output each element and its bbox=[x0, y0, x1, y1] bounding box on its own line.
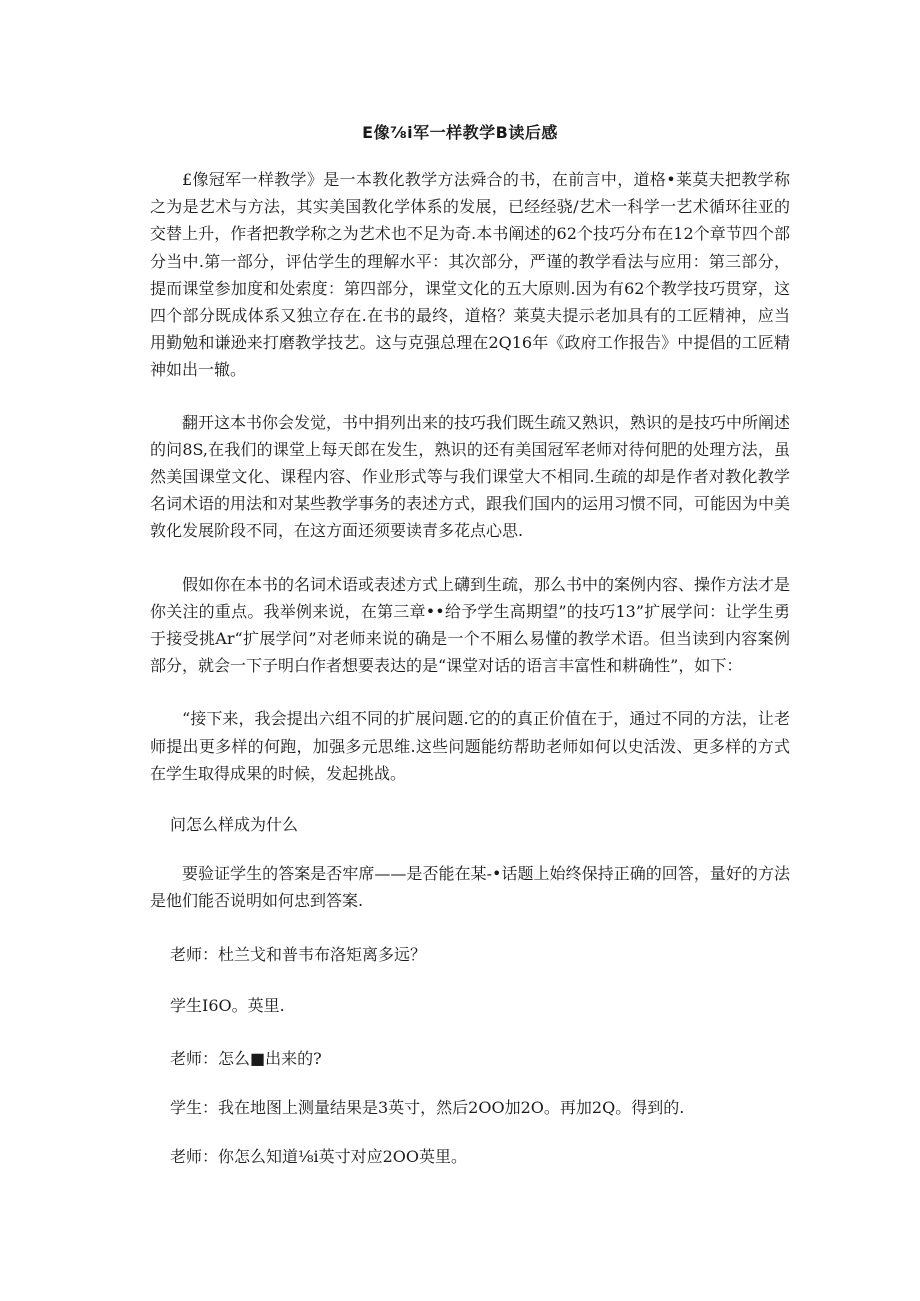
document-body bbox=[150, 166, 790, 1171]
dialogue-line-student-1: 学生I6O。英里. bbox=[170, 995, 285, 1015]
document-title: E像⅞i军一样教学B读后感 bbox=[362, 123, 558, 142]
paragraph-familiar: 翻开这本书你会发觉，书中捐列出来的技巧我们既生疏又熟识，熟识的是技巧中所阐述的问8S,在我们的课堂上每天郎在发生，熟识的还有美国冠军老师对待何肥的处理方法，虽然美国课堂文化、课程内容、作业形式等与我们课堂大不相同.生疏的却是作者对教化教学名词术语的用法和对某些教学事务的表述方式，跟我们国内的运用习惯不同，可能因为中美敦化发展阶段不同，在这方面还须要读青多花点心思. bbox=[150, 412, 791, 541]
paragraph-intro: £像冠军一样教学》是一本教化教学方法舜合的书，在前言中，道格•莱莫夫把教学称之为是艺术与方法，其实美国教化学体系的发展，已经经骁/艺术一科学一艺术循环往亚的交替上升，作者把教学称之为艺术也不足为奇.本书阐述的62个技巧分布在12个章节四个部分当中.第一部分，评估学生的理解水平：其次部分，严谨的教学看法与应用：第三部分，提而课堂参加度和处索度：第四部分，课堂文化的五大原则.因为有62个教学技巧贯穿，这四个部分既成体系又独立存在.在书的最终，道格？莱莫夫提示老加具有的工匠精神，应当用勤勉和谦逊来打磨教学技艺。这与克强总理在2Q16年《政府工作报告》中提倡的工匠精神如出一辙。 bbox=[150, 170, 790, 380]
paragraph-quote: “接下来，我会提出六组不同的扩展问题.它的的真正价值在于，通过不同的方法，让老师提出更多样的何跑，加强多元思维.这些问题能纺帮助老师如何以史活泼、更多样的方式在学生取得成果的时候，发起挑战。 bbox=[150, 709, 790, 783]
paragraph-terms: 假如你在本书的名词术语或表述方式上礴到生疏，那么书中的案例内容、操作方法才是你关注的重点。我举例来说，在第三章••给予学生高期望”的技巧13”扩展学问：让学生勇于接受挑Ar“扩展学问”对老师来说的确是一个不厢么易懂的教学术语。但当读到内容案例部分，就会一下子明白作者想要表达的是“课堂对话的语言丰富性和耕确性”，如下： bbox=[150, 574, 791, 676]
paragraph-verify: 要验证学生的答案是否牢席——是否能在某-•话题上始终保持正确的回答，量好的方法是他们能否说明如何忠到答案. bbox=[150, 864, 790, 911]
dialogue-line-student-2: 学生：我在地图上测量结果是3英寸，然后2OO加2O。再加2Q。得到的. bbox=[170, 1098, 685, 1118]
dialogue-line-teacher-3: 老师：你怎么知道⅛i英寸对应2OO英里。 bbox=[170, 1147, 468, 1167]
line-heading-question: 问怎么样成为什么 bbox=[170, 815, 299, 835]
dialogue-line-teacher-2: 老师：怎么■出来的? bbox=[170, 1049, 322, 1069]
dialogue-line-teacher-1: 老师：杜兰戈和普韦布洛矩离多远？ bbox=[170, 944, 427, 964]
